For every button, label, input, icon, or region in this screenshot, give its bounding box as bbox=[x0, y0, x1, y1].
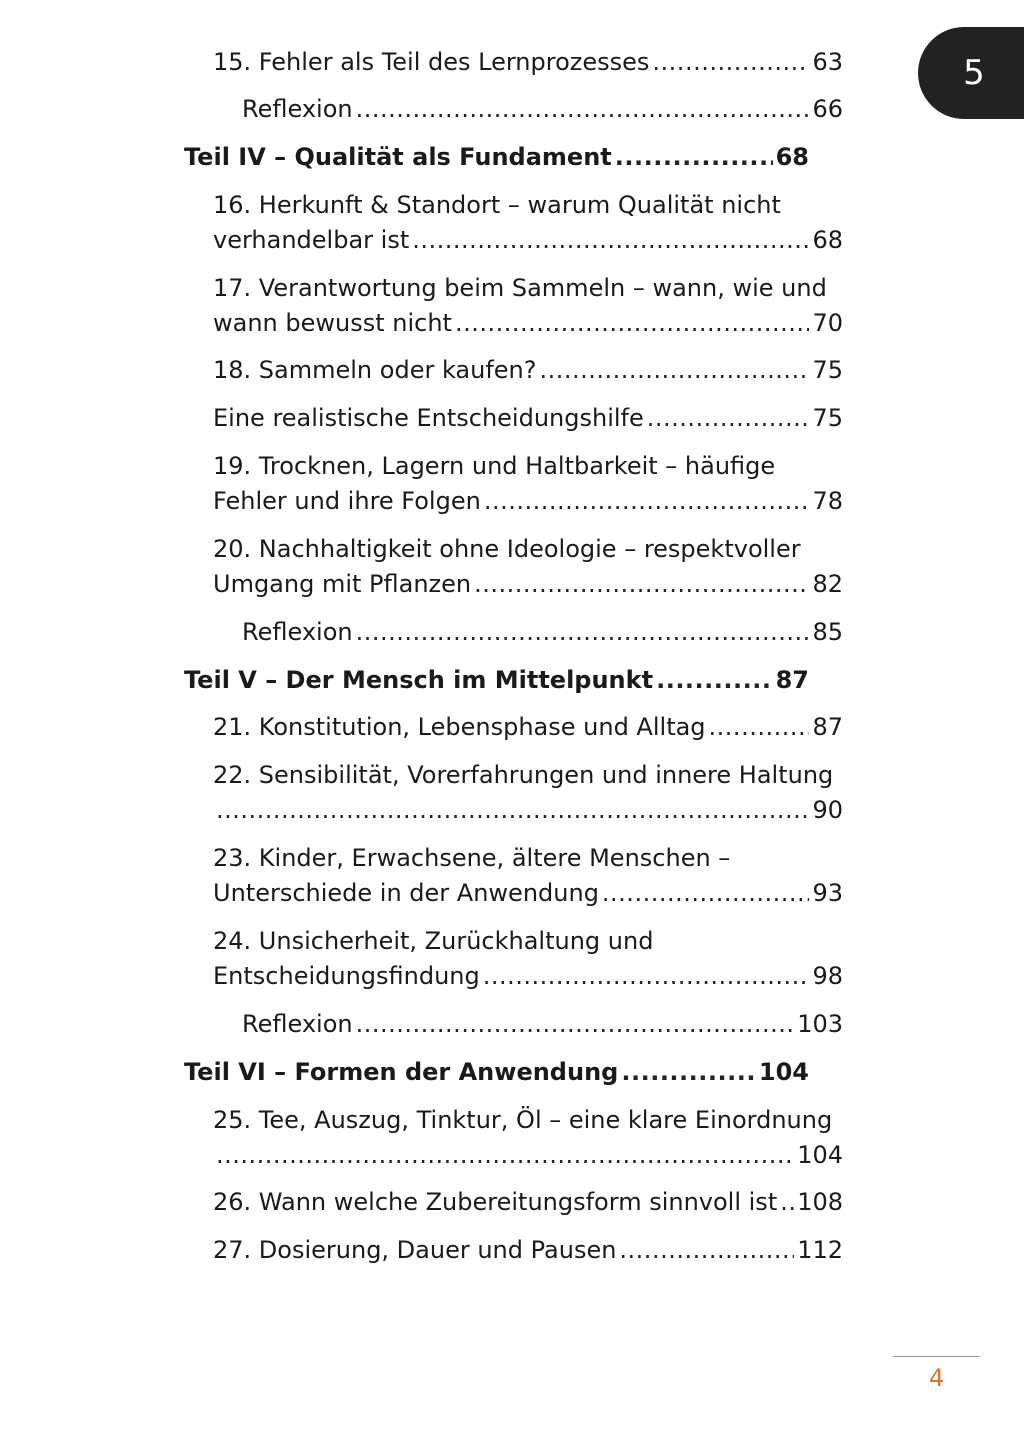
toc-part-heading[interactable] bbox=[184, 140, 809, 175]
toc-page-number: 93 bbox=[812, 879, 843, 907]
leader-dots bbox=[540, 353, 810, 388]
leader-dots bbox=[602, 876, 810, 911]
toc-entry-title: Eine realistische Entscheidungshilfe bbox=[213, 404, 644, 432]
toc-entry-title: 18. Sammeln oder kaufen? bbox=[213, 356, 537, 384]
footer-divider bbox=[893, 1356, 980, 1357]
toc-page-number: 90 bbox=[812, 796, 843, 824]
toc-page-number: 82 bbox=[812, 570, 843, 598]
toc-entry-title-cont: Unterschiede in der Anwendung bbox=[213, 879, 599, 907]
toc-entry[interactable] bbox=[242, 1007, 843, 1042]
toc-page-number: 112 bbox=[797, 1236, 843, 1264]
toc-entry[interactable] bbox=[213, 271, 843, 341]
toc-entry[interactable] bbox=[213, 1185, 843, 1220]
toc-entry[interactable] bbox=[213, 532, 843, 602]
toc-entry-title: 17. Verantwortung beim Sammeln – wann, wie und bbox=[213, 274, 827, 302]
toc-page-number: 87 bbox=[812, 713, 843, 741]
toc-page-number: 85 bbox=[812, 618, 843, 646]
toc-page-number: 98 bbox=[812, 962, 843, 990]
leader-dots bbox=[619, 1233, 794, 1268]
toc-entry[interactable] bbox=[213, 401, 843, 436]
leader-dots bbox=[652, 45, 809, 80]
toc-entry-title: 27. Dosierung, Dauer und Pausen bbox=[213, 1236, 617, 1264]
toc-page-number: 87 bbox=[775, 666, 809, 694]
toc-page-number: 66 bbox=[812, 95, 843, 123]
leader-dots bbox=[621, 1055, 756, 1090]
toc-entry[interactable] bbox=[213, 449, 843, 519]
toc-page-number: 104 bbox=[797, 1141, 843, 1169]
toc-entry[interactable] bbox=[213, 758, 843, 828]
toc-entry-title: 21. Konstitution, Lebensphase und Alltag bbox=[213, 713, 706, 741]
toc-page-number: 103 bbox=[797, 1010, 843, 1038]
toc-entry-title: 15. Fehler als Teil des Lernprozesses bbox=[213, 48, 650, 76]
toc-part-heading[interactable] bbox=[184, 663, 809, 698]
toc-page-number: 68 bbox=[775, 143, 809, 171]
leader-dots bbox=[615, 140, 773, 175]
toc-entry[interactable] bbox=[213, 353, 843, 388]
toc-entry-title: 16. Herkunft & Standort – warum Qualität nicht bbox=[213, 191, 781, 219]
toc-entry-title-cont: Entscheidungsfindung bbox=[213, 962, 480, 990]
toc-entry-title: 19. Trocknen, Lagern und Haltbarkeit – häufige bbox=[213, 452, 776, 480]
toc-entry[interactable] bbox=[242, 615, 843, 650]
toc-entry[interactable] bbox=[213, 1233, 843, 1268]
toc-entry-title: Teil V – Der Mensch im Mittelpunkt bbox=[184, 666, 654, 694]
leader-dots bbox=[709, 710, 810, 745]
toc-entry[interactable] bbox=[213, 1103, 843, 1173]
toc-entry-title-cont: Umgang mit Pflanzen bbox=[213, 570, 472, 598]
toc-entry-title: Reflexion bbox=[242, 95, 353, 123]
toc-entry-title: Reflexion bbox=[242, 618, 353, 646]
leader-dots bbox=[780, 1185, 794, 1220]
toc-entry[interactable] bbox=[213, 710, 843, 745]
toc-page-number: 108 bbox=[797, 1188, 843, 1216]
toc-page-number: 63 bbox=[812, 48, 843, 76]
toc-entry-title: 26. Wann welche Zubereitungsform sinnvoll ist bbox=[213, 1188, 778, 1216]
leader-dots bbox=[356, 615, 810, 650]
toc-entry-title: 25. Tee, Auszug, Tinktur, Öl – eine klare Einordnung bbox=[213, 1106, 833, 1134]
toc-entry-title: 22. Sensibilität, Vorerfahrungen und innere Haltung bbox=[213, 761, 834, 789]
toc-entry-title-cont: Fehler und ihre Folgen bbox=[213, 487, 481, 515]
toc-part-heading[interactable] bbox=[184, 1055, 809, 1090]
leader-dots bbox=[484, 484, 810, 519]
toc-entry-title: Teil VI – Formen der Anwendung bbox=[184, 1058, 619, 1086]
toc-entry-title-cont: wann bewusst nicht bbox=[213, 309, 452, 337]
page-number: 4 bbox=[928, 1364, 945, 1392]
toc-page-number: 75 bbox=[812, 356, 843, 384]
chapter-tab bbox=[918, 27, 1024, 119]
leader-dots bbox=[455, 306, 809, 341]
toc-entry-title: Reflexion bbox=[242, 1010, 353, 1038]
toc-entry-title: 20. Nachhaltigkeit ohne Ideologie – respektvoller bbox=[213, 535, 801, 563]
toc-page-number: 70 bbox=[812, 309, 843, 337]
leader-dots bbox=[474, 567, 809, 602]
toc-page-number: 104 bbox=[758, 1058, 809, 1086]
leader-dots bbox=[216, 793, 809, 828]
toc-entry[interactable] bbox=[213, 841, 843, 911]
leader-dots bbox=[216, 1138, 794, 1173]
leader-dots bbox=[356, 92, 810, 127]
leader-dots bbox=[356, 1007, 795, 1042]
toc-entry-title: 23. Kinder, Erwachsene, ältere Menschen – bbox=[213, 844, 731, 872]
leader-dots bbox=[412, 223, 809, 258]
toc-entry-title: 24. Unsicherheit, Zurückhaltung und bbox=[213, 927, 654, 955]
toc-page-number: 68 bbox=[812, 226, 843, 254]
toc-page-number: 78 bbox=[812, 487, 843, 515]
toc-entry-title: Teil IV – Qualität als Fundament bbox=[184, 143, 612, 171]
toc-entry-title-cont: verhandelbar ist bbox=[213, 226, 410, 254]
toc-entry[interactable] bbox=[213, 188, 843, 258]
toc-page-number: 75 bbox=[812, 404, 843, 432]
leader-dots bbox=[647, 401, 810, 436]
leader-dots bbox=[483, 959, 810, 994]
leader-dots bbox=[656, 663, 773, 698]
toc-entry[interactable] bbox=[213, 45, 843, 80]
toc-entry[interactable] bbox=[213, 924, 843, 994]
toc-entry[interactable] bbox=[242, 92, 843, 127]
chapter-number: 5 bbox=[963, 53, 985, 93]
